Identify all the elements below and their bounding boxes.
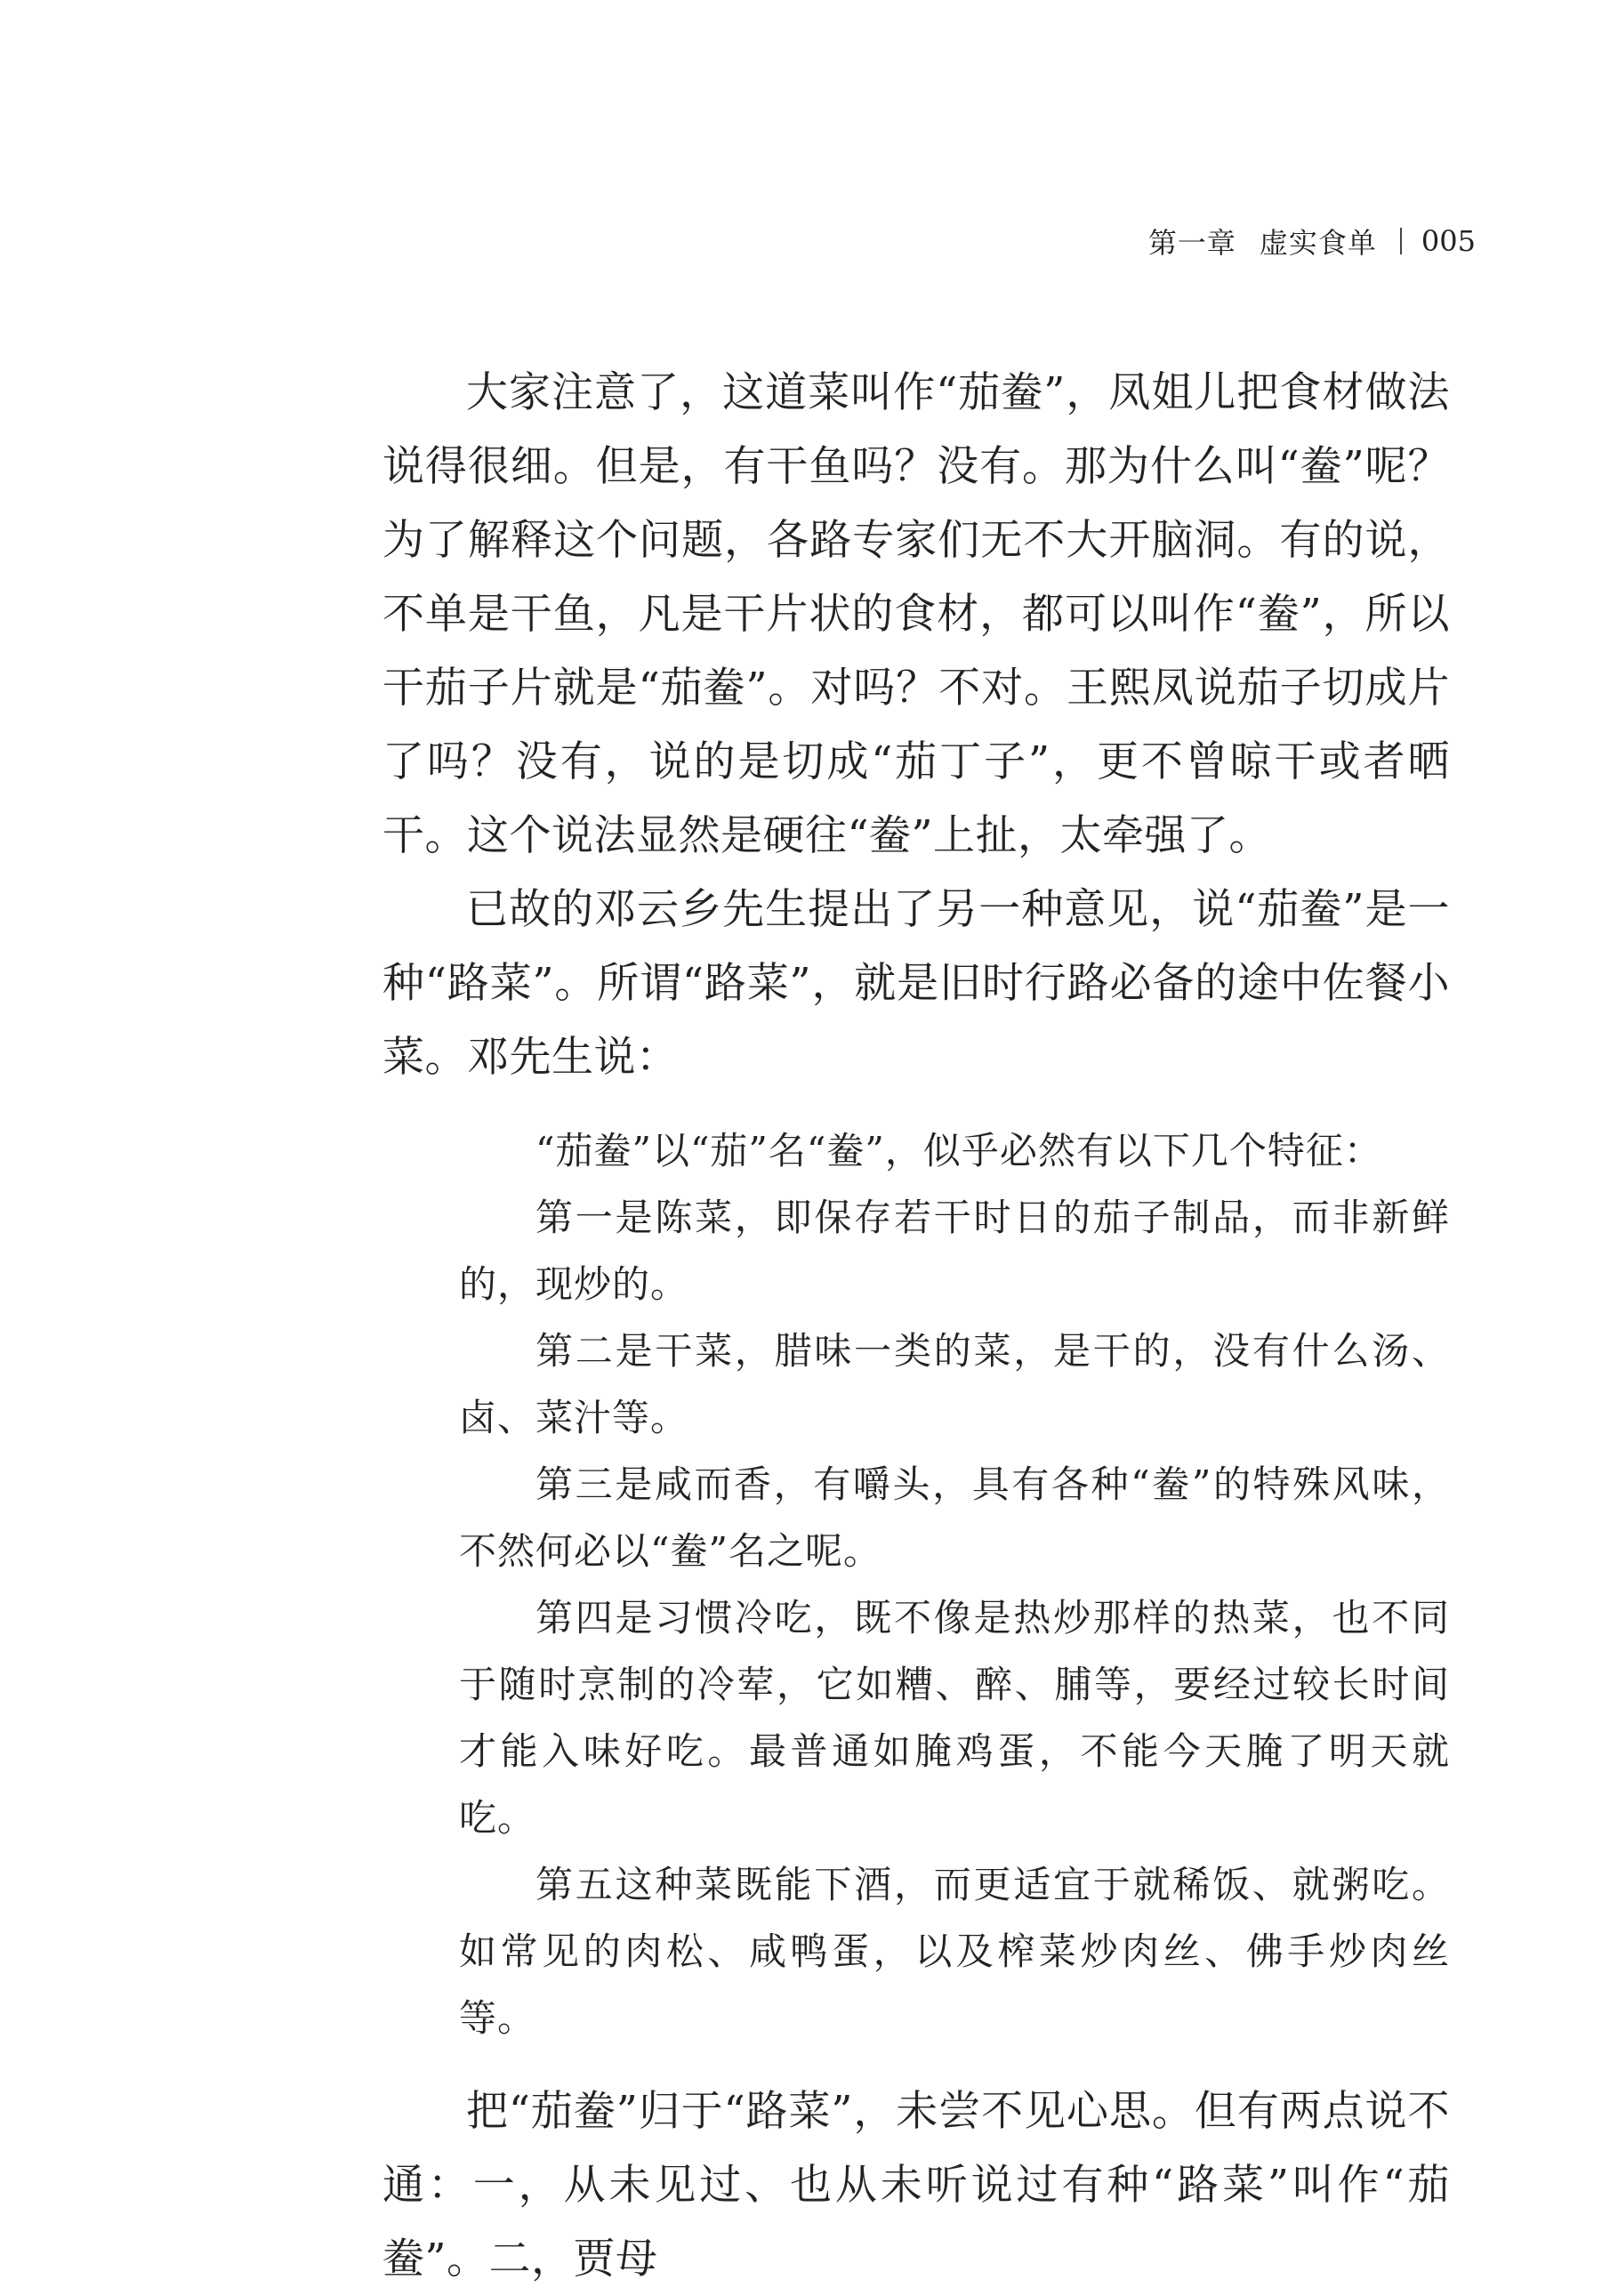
page-number: 005 — [1421, 224, 1476, 258]
quote-paragraph: “茄鲞”以“茄”名“鲞”，似乎必然有以下几个特征： — [535, 1129, 1382, 1172]
quote-paragraph: 第一是陈菜，即保存若干时日的茄子制品，而非新鲜的，现炒的。 — [459, 1196, 1450, 1306]
running-header — [1148, 221, 1476, 262]
quote-paragraph: 第二是干菜，腊味一类的菜，是干的，没有什么汤、卤、菜汁等。 — [459, 1329, 1450, 1439]
block-quote — [459, 1117, 1450, 2051]
quote-paragraph: 第四是习惯冷吃，既不像是热炒那样的热菜，也不同于随时烹制的冷荤，它如糟、醉、脯等，要经过较长时间才能入味好吃。最普通如腌鸡蛋，不能今天腌了明天就吃。 — [459, 1596, 1450, 1840]
body-paragraph: 把“茄鲞”归于“路菜”，未尝不见心思。但有两点说不通：一，从未见过、也从未听说过有种“路菜”叫作“茄鲞”。二，贾母 — [382, 2087, 1450, 2284]
header-divider — [1400, 228, 1402, 254]
chapter-title: 虚实食单 — [1259, 226, 1377, 260]
quote-paragraph: 第五这种菜既能下酒，而更适宜于就稀饭、就粥吃。如常见的肉松、咸鸭蛋，以及榨菜炒肉丝、佛手炒肉丝等。 — [459, 1863, 1450, 2040]
body-paragraph: 已故的邓云乡先生提出了另一种意见，说“茄鲞”是一种“路菜”。所谓“路菜”，就是旧时行路必备的途中佐餐小菜。邓先生说： — [382, 885, 1450, 1082]
page-body — [382, 356, 1450, 2296]
chapter-label: 第一章 — [1147, 226, 1236, 260]
quote-paragraph: 第三是咸而香，有嚼头，具有各种“鲞”的特殊风味，不然何必以“鲞”名之呢。 — [459, 1462, 1450, 1573]
body-paragraph: 大家注意了，这道菜叫作“茄鲞”，凤姐儿把食材做法说得很细。但是，有干鱼吗？没有。那为什么叫“鲞”呢？为了解释这个问题，各路专家们无不大开脑洞。有的说，不单是干鱼，凡是干片状的食材，都可以叫作“鲞”，所以干茄子片就是“茄鲞”。对吗？不对。王熙凤说茄子切成片了吗？没有，说的是切成“茄丁子”，更不曾晾干或者晒干。这个说法显然是硬往“鲞”上扯，太牵强了。 — [382, 368, 1450, 860]
